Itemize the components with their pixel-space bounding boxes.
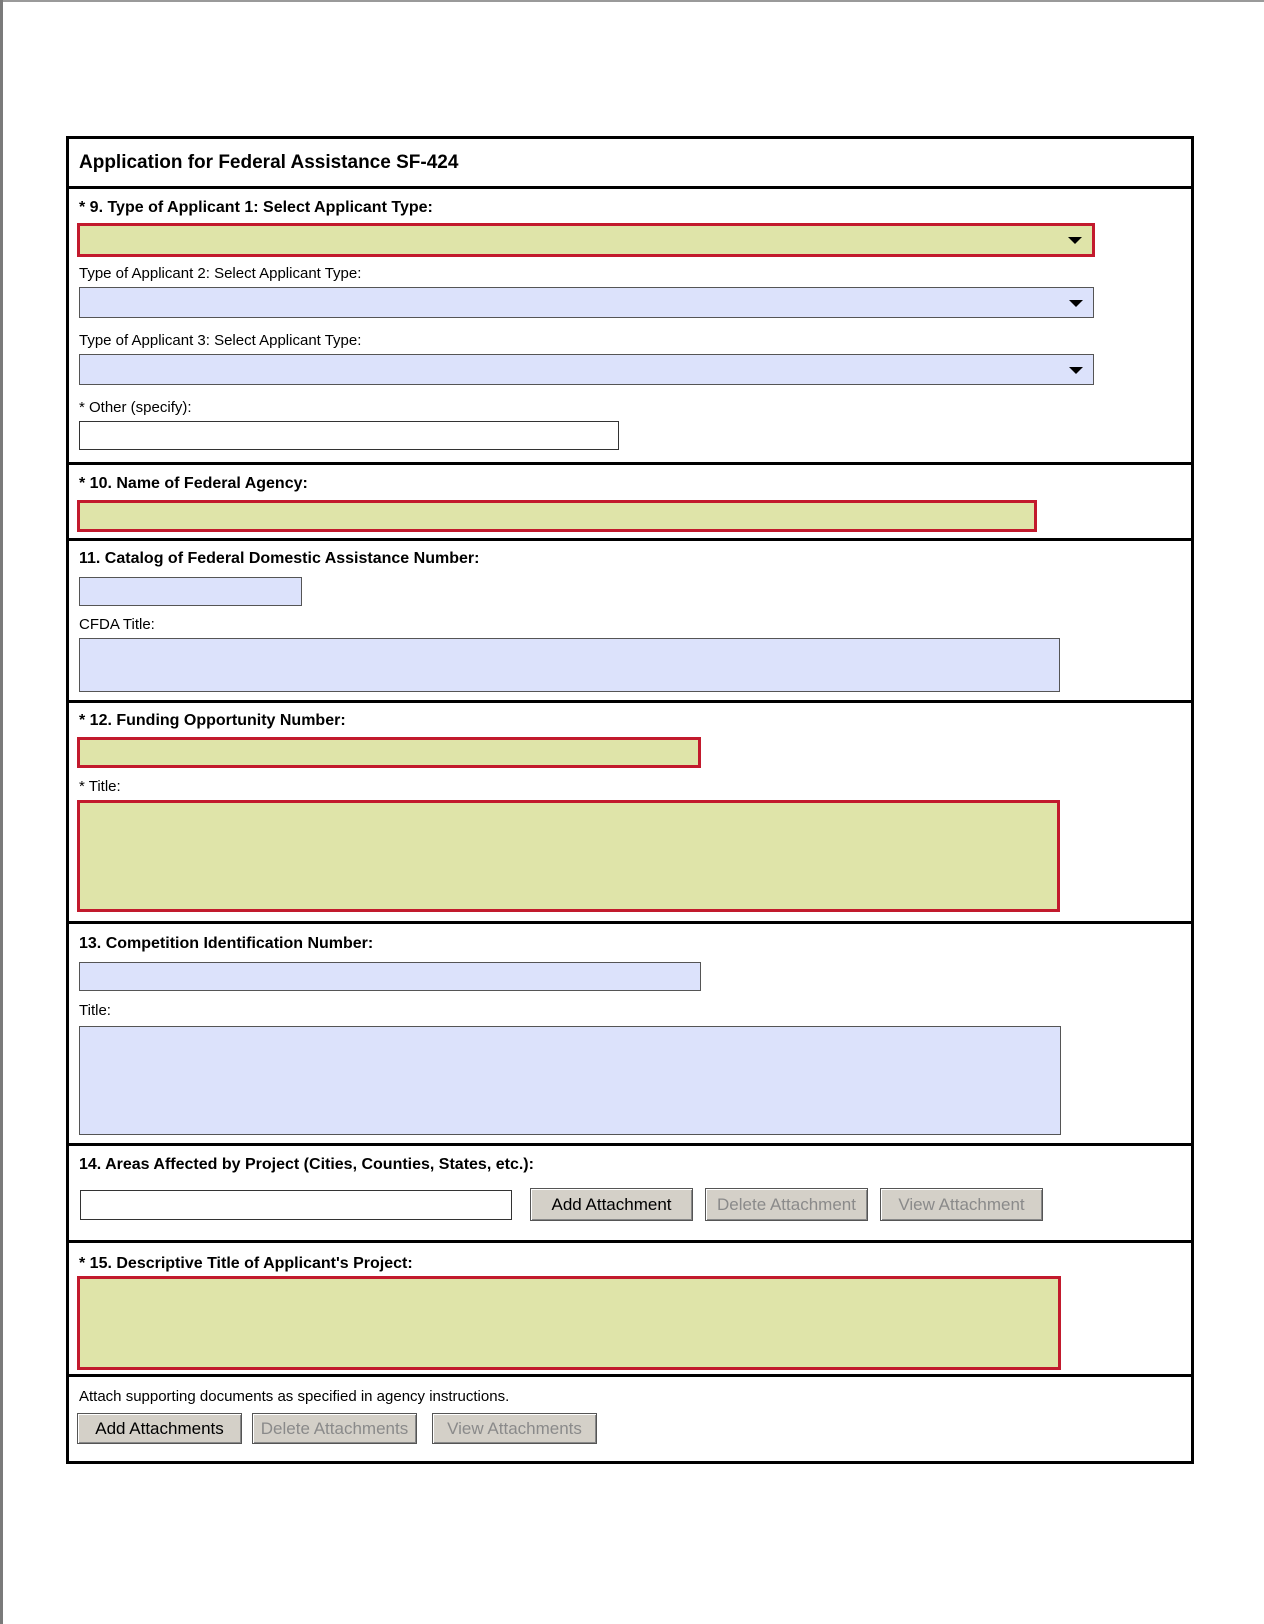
other-specify-input[interactable] <box>79 421 619 450</box>
competition-title-field[interactable] <box>79 1026 1061 1135</box>
add-attachment-button[interactable]: Add Attachment <box>530 1188 693 1221</box>
section-9-applicant-type <box>69 186 1191 462</box>
add-attachments-button[interactable]: Add Attachments <box>77 1413 242 1444</box>
view-attachments-button[interactable]: View Attachments <box>432 1413 597 1444</box>
funding-opportunity-number-input[interactable] <box>77 737 701 768</box>
competition-id-label: 13. Competition Identification Number: <box>79 935 374 952</box>
cfda-title-label: CFDA Title: <box>79 616 155 633</box>
federal-agency-label: * 10. Name of Federal Agency: <box>79 475 308 492</box>
section-15-project-title <box>69 1240 1191 1374</box>
competition-title-label: Title: <box>79 1002 111 1019</box>
federal-agency-input[interactable] <box>77 500 1037 532</box>
delete-attachment-button[interactable]: Delete Attachment <box>705 1188 868 1221</box>
applicant-type-2-label: Type of Applicant 2: Select Applicant Type: <box>79 265 362 282</box>
delete-attachments-button[interactable]: Delete Attachments <box>252 1413 417 1444</box>
areas-affected-filename-field[interactable] <box>80 1190 512 1220</box>
section-12-funding-opportunity <box>69 700 1191 921</box>
cfda-title-field[interactable] <box>79 638 1060 692</box>
cfda-number-label: 11. Catalog of Federal Domestic Assistance Number: <box>79 550 480 567</box>
section-14-areas-affected <box>69 1143 1191 1240</box>
applicant-type-3-label: Type of Applicant 3: Select Applicant Type: <box>79 332 362 349</box>
sf424-form <box>66 136 1194 1464</box>
supporting-documents-section <box>69 1374 1191 1461</box>
section-11-cfda <box>69 538 1191 700</box>
applicant-type-2-select[interactable] <box>79 287 1094 318</box>
page-left-edge <box>0 0 3 1624</box>
competition-id-input[interactable] <box>79 962 701 991</box>
section-13-competition <box>69 921 1191 1143</box>
view-attachment-button[interactable]: View Attachment <box>880 1188 1043 1221</box>
chevron-down-icon <box>1069 300 1083 307</box>
cfda-number-input[interactable] <box>79 577 302 606</box>
funding-opportunity-number-label: * 12. Funding Opportunity Number: <box>79 712 346 729</box>
chevron-down-icon <box>1068 237 1082 244</box>
areas-affected-label: 14. Areas Affected by Project (Cities, Counties, States, etc.): <box>79 1156 534 1173</box>
funding-opportunity-title-label: * Title: <box>79 778 121 795</box>
applicant-type-1-select[interactable] <box>77 223 1095 257</box>
applicant-type-1-label: * 9. Type of Applicant 1: Select Applicant Type: <box>79 199 433 216</box>
other-specify-label: * Other (specify): <box>79 399 192 416</box>
applicant-type-3-select[interactable] <box>79 354 1094 385</box>
funding-opportunity-title-input[interactable] <box>77 800 1060 912</box>
project-title-input[interactable] <box>77 1276 1061 1370</box>
form-title: Application for Federal Assistance SF-424 <box>79 152 459 173</box>
section-10-federal-agency <box>69 462 1191 538</box>
chevron-down-icon <box>1069 367 1083 374</box>
attachments-instructions: Attach supporting documents as specified in agency instructions. <box>79 1388 510 1405</box>
project-title-label: * 15. Descriptive Title of Applicant's Project: <box>79 1255 413 1272</box>
page-top-edge <box>0 0 1264 2</box>
